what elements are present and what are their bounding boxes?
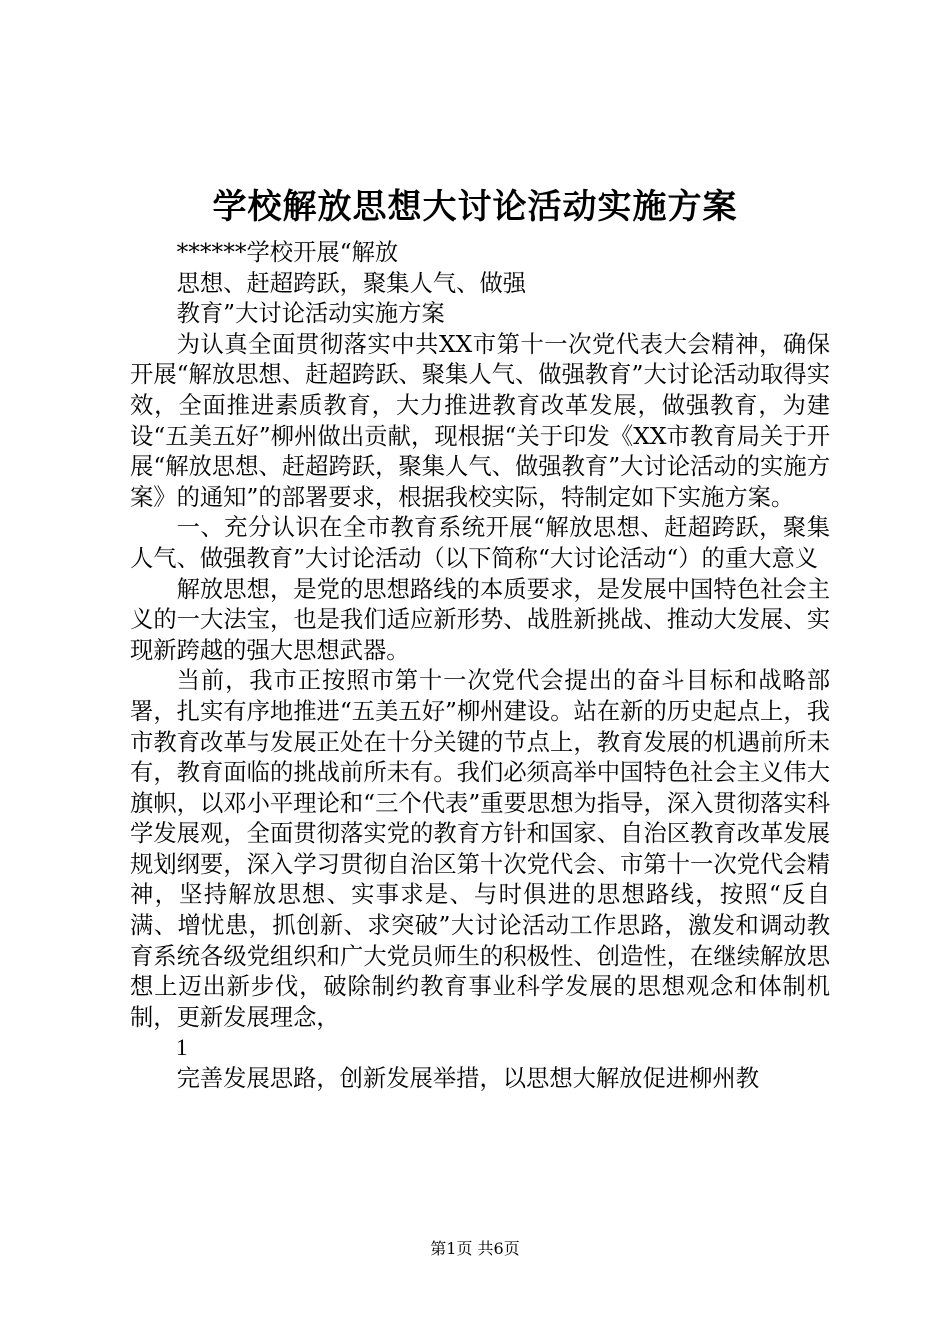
document-body — [130, 238, 830, 1095]
paragraph-intro: 为认真全面贯彻落实中共XX市第十一次党代表大会精神，确保开展“解放思想、赶超跨跃、聚集人气、做强教育”大讨论活动取得实效，全面推进素质教育，大力推进教育改革发展，做强教育，为建设“五美五好”柳州做出贡献，现根据“关于印发《XX市教育局关于开展“解放思想、赶超跨跃，聚集人气、做强教育”大讨论活动的实施方案》的通知”的部署要求，根据我校实际，特制定如下实施方案。 — [130, 330, 830, 511]
paragraph-continuation: 完善发展思路，创新发展举措，以思想大解放促进柳州教 — [176, 1065, 760, 1093]
paragraph-heading-line-2: 思想、赶超跨跃，聚集人气、做强 — [176, 269, 527, 297]
paragraph-heading-line-1: ******学校开展“解放 — [176, 239, 399, 266]
paragraph-current: 当前，我市正按照市第十一次党代会提出的奋斗目标和战略部署，扎实有序地推进“五美五好”柳州建设。站在新的历史起点上，我市教育改革与发展正处在十分关键的节点上，教育发展的机遇前所未有，教育面临的挑战前所未有。我们必须高举中国特色社会主义伟大旗帜，以邓小平理论和“三个代表”重要思想为指导，深入贯彻落实科学发展观，全面贯彻落实党的教育方针和国家、自治区教育改革发展规划纲要，深入学习贯彻自治区第十次党代会、市第十一次党代会精神，坚持解放思想、实事求是、与时俱进的思想路线，按照“反自满、增忧患，抓创新、求突破”大讨论活动工作思路，激发和调动教育系统各级党组织和广大党员师生的积极性、创造性，在继续解放思想上迈出新步伐，破除制约教育事业科学发展的思想观念和体制机制，更新发展理念， — [130, 667, 830, 1031]
paragraph-section-one-heading: 一、充分认识在全市教育系统开展“解放思想、赶超跨跃，聚集人气、做强教育”大讨论活动（以下简称“大讨论活动“）的重大意义 — [130, 514, 830, 572]
document-title: 学校解放思想大讨论活动实施方案 — [212, 187, 738, 227]
paragraph-liberation: 解放思想，是党的思想路线的本质要求，是发展中国特色社会主义的一大法宝，也是我们适应新形势、战胜新挑战、推动大发展、实现新跨越的强大思想武器。 — [130, 575, 830, 664]
page-footer: 第1页 共6页 — [430, 1239, 520, 1258]
paragraph-heading-line-3: 教育”大讨论活动实施方案 — [176, 300, 445, 328]
inline-page-number: 1 — [176, 1035, 188, 1061]
